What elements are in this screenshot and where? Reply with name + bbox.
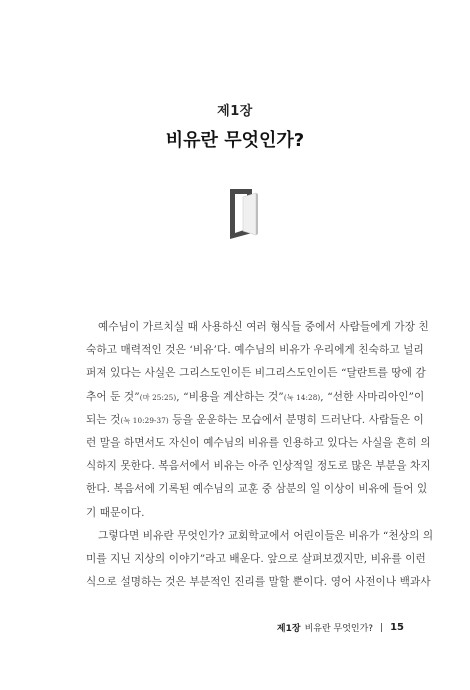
body-line: 예수님이 가르치실 때 사용하신 여러 형식들 중에서 사람들에게 가장 친 bbox=[98, 321, 429, 333]
body-line: 런 말을 하면서도 자신이 예수님의 비유를 인용하고 있다는 사실을 흔히 의 bbox=[86, 436, 431, 449]
body-line: 식하지 못한다. 복음서에서 비유는 아주 인상적일 정도로 많은 부분을 차지 bbox=[86, 460, 431, 473]
page-number: 15 bbox=[390, 622, 404, 633]
body-line: 그렇다면 비유란 무엇인가? 교회학교에서 어린이들은 비유가 “천상의 의 bbox=[98, 529, 434, 542]
body-text-span: , “비용을 계산하는 것” bbox=[176, 390, 284, 403]
body-text bbox=[86, 316, 434, 594]
body-line: 한다. 복음서에 기록된 예수님의 교훈 중 삼분의 일 이상이 비유에 들어 있 bbox=[86, 483, 428, 496]
body-line: 퍼져 있다는 사실은 그리스도인이든 비그리스도인이든 “달란트를 땅에 감 bbox=[86, 367, 426, 380]
chapter-title: 비유란 무엇인가? bbox=[165, 130, 305, 151]
body-text-span: 되는 것 bbox=[86, 413, 121, 426]
chapter-label: 제1장 bbox=[217, 104, 253, 119]
scripture-reference: (눅 14:28) bbox=[283, 392, 321, 402]
footer-title: 비유란 무엇인가? bbox=[304, 624, 374, 634]
page-footer bbox=[277, 621, 404, 634]
body-line: 기 때문이다. bbox=[86, 506, 145, 519]
body-line: 미를 지닌 지상의 이야기”라고 배운다. 앞으로 살펴보겠지만, 비유를 이런 bbox=[86, 552, 426, 565]
door-icon bbox=[230, 189, 258, 239]
body-line: 숙하고 매력적인 것은 ‘비유’다. 예수님의 비유가 우리에게 친숙하고 널리 bbox=[86, 344, 424, 357]
body-line bbox=[86, 386, 425, 409]
scripture-reference: (눅 10:29-37) bbox=[120, 415, 169, 425]
body-line: 식으로 설명하는 것은 부분적인 진리를 말할 뿐이다. 영어 사전이나 백과사 bbox=[86, 576, 431, 589]
footer-chapter: 제1장 bbox=[276, 624, 301, 634]
footer-divider bbox=[381, 623, 382, 632]
body-text-span: 추어 둔 것” bbox=[86, 390, 140, 403]
scripture-reference: (마 25:25) bbox=[139, 392, 177, 402]
body-line bbox=[86, 409, 424, 432]
body-text-span: , “선한 사마리아인”이 bbox=[320, 390, 425, 403]
body-text-span: 등을 운운하는 모습에서 분명히 드러난다. 사람들은 이 bbox=[168, 413, 424, 426]
